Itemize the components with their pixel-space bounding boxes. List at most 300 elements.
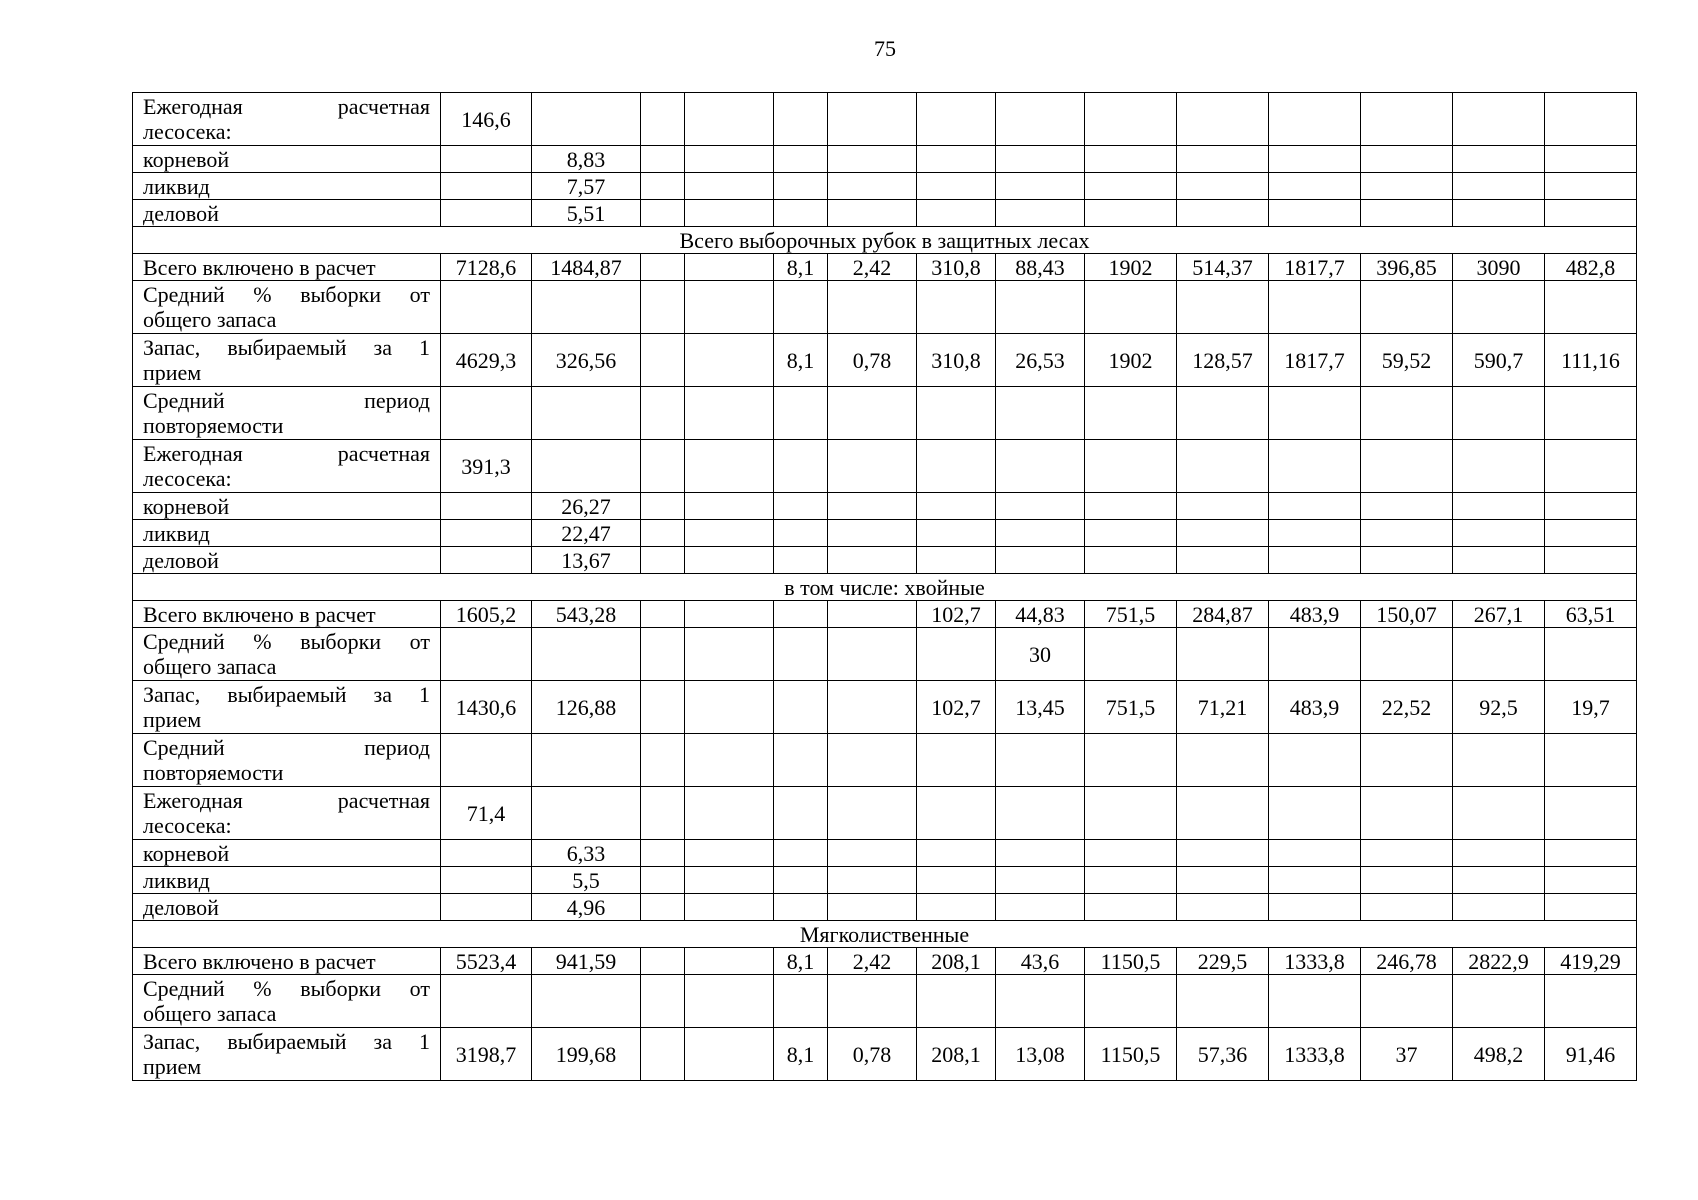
table-cell xyxy=(1177,975,1269,1028)
table-cell: 26,53 xyxy=(996,334,1085,387)
table-cell xyxy=(441,520,532,547)
table-cell xyxy=(441,867,532,894)
table-cell xyxy=(1085,520,1177,547)
table-cell xyxy=(774,681,828,734)
row-label xyxy=(133,387,441,440)
table-cell xyxy=(1361,200,1453,227)
row-label-line: общего запаса xyxy=(143,307,277,332)
table-cell xyxy=(774,146,828,173)
table-row xyxy=(133,948,1637,975)
table-row xyxy=(133,787,1637,840)
table-cell: 22,52 xyxy=(1361,681,1453,734)
table-cell xyxy=(685,628,774,681)
table-cell xyxy=(1269,281,1361,334)
table-cell xyxy=(1177,734,1269,787)
table-cell xyxy=(685,173,774,200)
table-cell: 2,42 xyxy=(828,254,917,281)
table-cell: 5523,4 xyxy=(441,948,532,975)
table-cell xyxy=(1269,200,1361,227)
table-cell xyxy=(641,93,685,146)
table-cell xyxy=(1453,93,1545,146)
table-row xyxy=(133,975,1637,1028)
table-cell xyxy=(1269,547,1361,574)
section-header-row xyxy=(133,227,1637,254)
row-label-line: общего запаса xyxy=(143,654,277,679)
table-cell xyxy=(1085,840,1177,867)
table-cell xyxy=(641,146,685,173)
table-cell xyxy=(685,894,774,921)
table-cell xyxy=(828,734,917,787)
row-label xyxy=(133,200,441,227)
row-label-line: Запас, выбираемый за 1 xyxy=(143,682,430,707)
table-cell xyxy=(1545,894,1637,921)
row-label-line: лесосека: xyxy=(143,813,232,838)
table-cell xyxy=(685,440,774,493)
table-cell: 92,5 xyxy=(1453,681,1545,734)
table-cell: 150,07 xyxy=(1361,601,1453,628)
table-cell: 482,8 xyxy=(1545,254,1637,281)
table-cell xyxy=(1545,146,1637,173)
table-cell xyxy=(996,734,1085,787)
table-cell xyxy=(917,281,996,334)
table-cell xyxy=(996,93,1085,146)
table-row xyxy=(133,281,1637,334)
row-label-line: лесосека: xyxy=(143,466,232,491)
table-row xyxy=(133,254,1637,281)
table-cell xyxy=(1085,200,1177,227)
row-label xyxy=(133,173,441,200)
table-cell xyxy=(774,93,828,146)
table-cell xyxy=(685,1028,774,1081)
table-cell xyxy=(996,493,1085,520)
table-row xyxy=(133,387,1637,440)
table-cell xyxy=(685,948,774,975)
table-cell xyxy=(1545,173,1637,200)
table-cell xyxy=(1085,547,1177,574)
table-cell: 751,5 xyxy=(1085,681,1177,734)
table-cell xyxy=(1545,493,1637,520)
table-cell xyxy=(996,975,1085,1028)
table-cell: 246,78 xyxy=(1361,948,1453,975)
table-cell xyxy=(1361,387,1453,440)
table-cell xyxy=(917,173,996,200)
table-cell xyxy=(774,281,828,334)
table-cell xyxy=(1361,840,1453,867)
table-cell: 128,57 xyxy=(1177,334,1269,387)
table-row xyxy=(133,681,1637,734)
table-cell xyxy=(1269,840,1361,867)
table-cell xyxy=(917,440,996,493)
row-label xyxy=(133,281,441,334)
table-cell xyxy=(685,93,774,146)
table-cell: 13,08 xyxy=(996,1028,1085,1081)
section-title: Мягколиственные xyxy=(133,921,1637,948)
table-cell: 7128,6 xyxy=(441,254,532,281)
table-cell xyxy=(641,628,685,681)
table-cell xyxy=(641,601,685,628)
row-label xyxy=(133,894,441,921)
table-cell: 543,28 xyxy=(532,601,641,628)
table-cell xyxy=(774,840,828,867)
table-cell xyxy=(1453,520,1545,547)
table-cell xyxy=(1177,93,1269,146)
table-cell: 13,67 xyxy=(532,547,641,574)
row-label-line: Запас, выбираемый за 1 xyxy=(143,335,430,360)
table-cell xyxy=(1085,867,1177,894)
row-label-line: повторяемости xyxy=(143,413,284,438)
table-cell xyxy=(1545,867,1637,894)
table-cell xyxy=(774,628,828,681)
table-cell xyxy=(641,734,685,787)
table-cell: 284,87 xyxy=(1177,601,1269,628)
table-cell xyxy=(685,867,774,894)
table-cell xyxy=(1177,173,1269,200)
table-cell xyxy=(1269,387,1361,440)
row-label-line: Средний период xyxy=(143,388,430,413)
table-cell xyxy=(685,387,774,440)
table-cell xyxy=(441,975,532,1028)
table-row xyxy=(133,601,1637,628)
table-cell: 1333,8 xyxy=(1269,1028,1361,1081)
table-cell: 126,88 xyxy=(532,681,641,734)
table-cell: 0,78 xyxy=(828,1028,917,1081)
table-cell xyxy=(1361,440,1453,493)
table-cell xyxy=(1269,894,1361,921)
table-cell xyxy=(996,281,1085,334)
table-cell xyxy=(774,975,828,1028)
table-cell xyxy=(1361,894,1453,921)
row-label xyxy=(133,254,441,281)
table-cell: 326,56 xyxy=(532,334,641,387)
table-body xyxy=(133,93,1637,1081)
table-cell xyxy=(1361,787,1453,840)
table-cell xyxy=(774,867,828,894)
row-label xyxy=(133,601,441,628)
row-label-line: прием xyxy=(143,360,202,385)
table-cell xyxy=(1269,173,1361,200)
table-row xyxy=(133,1028,1637,1081)
row-label xyxy=(133,334,441,387)
table-cell xyxy=(828,493,917,520)
table-cell xyxy=(1177,281,1269,334)
table-cell: 111,16 xyxy=(1545,334,1637,387)
table-cell xyxy=(828,146,917,173)
table-cell: 208,1 xyxy=(917,948,996,975)
table-cell xyxy=(828,520,917,547)
table-cell: 391,3 xyxy=(441,440,532,493)
table-cell xyxy=(917,493,996,520)
table-cell xyxy=(441,281,532,334)
table-cell xyxy=(641,681,685,734)
table-cell xyxy=(641,440,685,493)
section-header-row xyxy=(133,921,1637,948)
table-cell xyxy=(1085,734,1177,787)
table-cell: 8,1 xyxy=(774,948,828,975)
table-cell xyxy=(1361,93,1453,146)
table-cell: 30 xyxy=(996,628,1085,681)
row-label-line: корневой xyxy=(143,493,230,519)
table-cell xyxy=(1177,200,1269,227)
table-cell xyxy=(641,1028,685,1081)
table-cell xyxy=(828,387,917,440)
row-label-line: прием xyxy=(143,1054,202,1079)
table-cell xyxy=(1545,387,1637,440)
table-cell xyxy=(532,93,641,146)
table-cell xyxy=(1085,281,1177,334)
table-cell xyxy=(641,254,685,281)
table-row xyxy=(133,520,1637,547)
row-label-line: Запас, выбираемый за 1 xyxy=(143,1029,430,1054)
table-cell xyxy=(1361,734,1453,787)
table-cell xyxy=(774,440,828,493)
forest-harvest-table xyxy=(132,92,1637,1081)
table-cell: 91,46 xyxy=(1545,1028,1637,1081)
table-cell: 8,1 xyxy=(774,334,828,387)
table-cell xyxy=(828,200,917,227)
table-cell xyxy=(996,840,1085,867)
table-cell xyxy=(1085,440,1177,493)
table-cell xyxy=(1453,840,1545,867)
table-cell: 483,9 xyxy=(1269,601,1361,628)
table-cell xyxy=(828,894,917,921)
table-cell xyxy=(996,200,1085,227)
table-cell xyxy=(828,547,917,574)
table-cell xyxy=(685,787,774,840)
row-label xyxy=(133,840,441,867)
table-cell: 4,96 xyxy=(532,894,641,921)
table-cell xyxy=(532,281,641,334)
row-label xyxy=(133,93,441,146)
table-cell xyxy=(685,200,774,227)
table-cell xyxy=(996,547,1085,574)
table-cell: 102,7 xyxy=(917,681,996,734)
table-cell xyxy=(685,281,774,334)
table-cell: 267,1 xyxy=(1453,601,1545,628)
table-cell xyxy=(1545,975,1637,1028)
table-cell: 483,9 xyxy=(1269,681,1361,734)
table-cell xyxy=(1085,628,1177,681)
table-cell xyxy=(1545,547,1637,574)
table-cell xyxy=(441,387,532,440)
table-cell: 1150,5 xyxy=(1085,1028,1177,1081)
table-cell xyxy=(1453,200,1545,227)
table-cell xyxy=(1361,493,1453,520)
table-cell: 310,8 xyxy=(917,334,996,387)
table-cell xyxy=(828,628,917,681)
table-cell xyxy=(685,334,774,387)
table-cell xyxy=(1361,867,1453,894)
table-cell xyxy=(1177,146,1269,173)
table-cell: 26,27 xyxy=(532,493,641,520)
table-cell xyxy=(532,734,641,787)
table-row xyxy=(133,93,1637,146)
table-cell xyxy=(441,628,532,681)
table-cell xyxy=(774,734,828,787)
table-cell: 208,1 xyxy=(917,1028,996,1081)
table-row xyxy=(133,334,1637,387)
table-cell xyxy=(1545,840,1637,867)
table-row xyxy=(133,734,1637,787)
table-cell xyxy=(1177,493,1269,520)
table-cell xyxy=(1269,975,1361,1028)
table-cell: 2,42 xyxy=(828,948,917,975)
table-cell: 102,7 xyxy=(917,601,996,628)
row-label-line: Средний % выборки от xyxy=(143,629,430,654)
table-cell: 3090 xyxy=(1453,254,1545,281)
table-cell: 751,5 xyxy=(1085,601,1177,628)
row-label-line: корневой xyxy=(143,146,230,172)
section-title: Всего выборочных рубок в защитных лесах xyxy=(133,227,1637,254)
row-label-line: деловой xyxy=(143,547,219,573)
table-cell xyxy=(828,173,917,200)
row-label xyxy=(133,1028,441,1081)
table-cell: 6,33 xyxy=(532,840,641,867)
row-label xyxy=(133,628,441,681)
table-cell xyxy=(1269,867,1361,894)
table-cell xyxy=(641,173,685,200)
table-cell xyxy=(828,787,917,840)
row-label-line: деловой xyxy=(143,894,219,920)
table-cell xyxy=(441,146,532,173)
table-cell: 37 xyxy=(1361,1028,1453,1081)
table-cell xyxy=(1269,787,1361,840)
table-cell: 43,6 xyxy=(996,948,1085,975)
table-cell xyxy=(774,200,828,227)
table-cell xyxy=(917,547,996,574)
table-cell xyxy=(441,840,532,867)
table-cell xyxy=(1545,734,1637,787)
table-cell xyxy=(1085,387,1177,440)
row-label-line: Средний % выборки от xyxy=(143,282,430,307)
table-row xyxy=(133,200,1637,227)
table-cell xyxy=(1085,787,1177,840)
table-cell xyxy=(1453,493,1545,520)
table-cell xyxy=(996,894,1085,921)
table-cell xyxy=(1453,975,1545,1028)
table-cell xyxy=(917,894,996,921)
row-label xyxy=(133,948,441,975)
row-label-line: Всего включено в расчет xyxy=(143,948,376,974)
table-cell xyxy=(774,787,828,840)
table-cell: 590,7 xyxy=(1453,334,1545,387)
table-cell xyxy=(996,173,1085,200)
table-cell xyxy=(641,334,685,387)
table-cell xyxy=(532,787,641,840)
table-cell xyxy=(1269,734,1361,787)
table-cell xyxy=(1269,628,1361,681)
table-cell xyxy=(1177,787,1269,840)
table-cell xyxy=(1361,975,1453,1028)
table-cell xyxy=(1085,93,1177,146)
section-header-row xyxy=(133,574,1637,601)
table-cell xyxy=(441,493,532,520)
table-cell xyxy=(441,200,532,227)
table-cell xyxy=(641,493,685,520)
table-cell: 13,45 xyxy=(996,681,1085,734)
table-cell xyxy=(1361,281,1453,334)
table-cell xyxy=(996,387,1085,440)
row-label-line: Ежегодная расчетная xyxy=(143,94,430,119)
table-cell: 1150,5 xyxy=(1085,948,1177,975)
table-cell: 59,52 xyxy=(1361,334,1453,387)
table-cell xyxy=(1085,975,1177,1028)
row-label-line: Всего включено в расчет xyxy=(143,254,376,280)
table-cell xyxy=(917,387,996,440)
table-cell: 7,57 xyxy=(532,173,641,200)
table-row xyxy=(133,867,1637,894)
row-label-line: прием xyxy=(143,707,202,732)
table-cell xyxy=(1177,628,1269,681)
table-cell: 941,59 xyxy=(532,948,641,975)
table-cell xyxy=(917,867,996,894)
table-cell xyxy=(1177,867,1269,894)
table-cell xyxy=(641,867,685,894)
table-cell: 1333,8 xyxy=(1269,948,1361,975)
table-cell xyxy=(441,173,532,200)
row-label xyxy=(133,493,441,520)
table-cell xyxy=(685,520,774,547)
table-cell xyxy=(1085,173,1177,200)
table-cell: 229,5 xyxy=(1177,948,1269,975)
table-cell xyxy=(685,493,774,520)
table-cell xyxy=(996,520,1085,547)
table-cell xyxy=(641,520,685,547)
row-label-line: Средний % выборки от xyxy=(143,976,430,1001)
table-cell xyxy=(828,840,917,867)
table-cell xyxy=(996,146,1085,173)
table-cell xyxy=(685,254,774,281)
table-cell xyxy=(1453,281,1545,334)
table-cell xyxy=(1177,387,1269,440)
table-cell xyxy=(441,894,532,921)
row-label-line: ликвид xyxy=(143,867,210,893)
table-cell xyxy=(1453,547,1545,574)
table-cell: 71,21 xyxy=(1177,681,1269,734)
table-cell xyxy=(828,681,917,734)
table-cell: 310,8 xyxy=(917,254,996,281)
table-cell xyxy=(1361,173,1453,200)
table-cell xyxy=(1361,628,1453,681)
table-cell xyxy=(1269,440,1361,493)
table-cell: 396,85 xyxy=(1361,254,1453,281)
table-cell: 514,37 xyxy=(1177,254,1269,281)
row-label-line: Ежегодная расчетная xyxy=(143,441,430,466)
table-cell xyxy=(685,146,774,173)
table-cell xyxy=(641,547,685,574)
table-cell: 1605,2 xyxy=(441,601,532,628)
row-label-line: ликвид xyxy=(143,173,210,199)
page-number: 75 xyxy=(874,36,896,61)
table-cell xyxy=(828,93,917,146)
table-cell xyxy=(1177,440,1269,493)
table-cell xyxy=(1361,520,1453,547)
table-cell xyxy=(1269,93,1361,146)
row-label xyxy=(133,681,441,734)
table-cell xyxy=(1545,200,1637,227)
table-cell: 44,83 xyxy=(996,601,1085,628)
row-label xyxy=(133,520,441,547)
table-cell xyxy=(685,681,774,734)
table-cell xyxy=(1085,146,1177,173)
table-cell xyxy=(774,520,828,547)
table-cell xyxy=(1545,628,1637,681)
table-cell xyxy=(1177,840,1269,867)
table-cell xyxy=(1453,173,1545,200)
table-cell: 1430,6 xyxy=(441,681,532,734)
table-cell xyxy=(1453,440,1545,493)
row-label-line: лесосека: xyxy=(143,119,232,144)
table-cell xyxy=(1453,787,1545,840)
